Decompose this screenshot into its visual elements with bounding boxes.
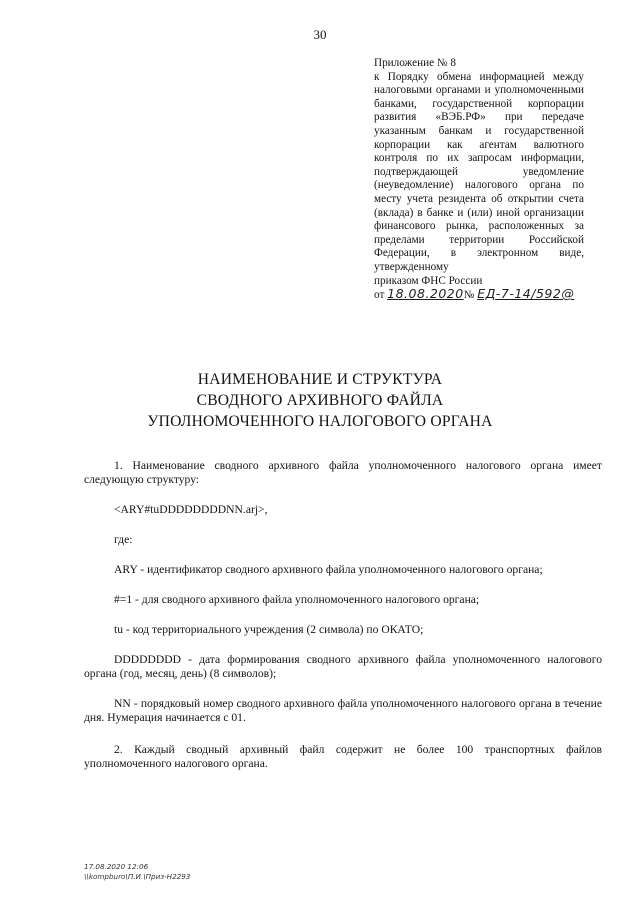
paragraph-file-limit: 2. Каждый сводный архивный файл содержит не более 100 транспортных файлов уполномоченного налогового органа. (84, 743, 602, 770)
definition-tu: tu - код территориального учреждения (2 символа) по ОКАТО; (114, 623, 424, 636)
page-number: 30 (313, 27, 327, 42)
from-prefix: от (374, 289, 385, 302)
footer-timestamp: 17.08.2020 12:06 (84, 862, 149, 871)
definition-ary: ARY - идентификатор сводного архивного файла уполномоченного налогового органа; (114, 563, 543, 576)
definition-hash: #=1 - для сводного архивного файла уполномоченного налогового органа; (114, 593, 480, 606)
handwritten-order-number: ЕД-7-14/592@ (477, 286, 575, 302)
title-line-1: НАИМЕНОВАНИЕ И СТРУКТУРА (197, 371, 443, 388)
title-line-3: УПОЛНОМОЧЕННОГО НАЛОГОВОГО ОРГАНА (147, 413, 493, 430)
appendix-block (374, 57, 584, 303)
footer-file-path: \\kompburo\П.И.\Приз-Н2293 (84, 872, 191, 881)
number-prefix: № (463, 289, 475, 302)
handwritten-date: 18.08.2020 (387, 286, 464, 302)
appendix-title: Приложение № 8 (374, 57, 456, 69)
document-body (84, 459, 602, 771)
filename-pattern: <ARY#tuDDDDDDDDNN.arj>, (114, 503, 268, 516)
definition-nn: NN - порядковый номер сводного архивного файла уполномоченного налогового органа в течение дня. Нумерация начинается с 01. (84, 697, 602, 724)
paragraph-naming-structure: 1. Наименование сводного архивного файла уполномоченного налогового органа имеет следующую структуру: (84, 459, 602, 486)
document-title (0, 369, 640, 432)
appendix-body: к Порядку обмена информацией между налоговыми органами и уполномоченными банками, государственной корпорации развития «ВЭБ.РФ» при передаче указанным банкам и государственной корпорации как агентам валютного контроля по их запросам информации, подтверждающей уведомление (неуведомление) налогового органа по месту учета резидента об открытии счета (вклада) в банке и (или) иной организации финансового рынка, расположенных за пределами территории Российской Федерации, в электронном виде, утвержденному (374, 70, 584, 273)
print-footer (84, 862, 190, 882)
definition-date: DDDDDDDD - дата формирования сводного архивного файла уполномоченного налогового органа (год, месяц, день) (8 символов); (84, 653, 602, 680)
title-line-2: СВОДНОГО АРХИВНОГО ФАЙЛА (196, 392, 444, 409)
approval-line: приказом ФНС России (374, 274, 483, 287)
order-reference (374, 287, 584, 303)
where-label: где: (114, 533, 133, 546)
